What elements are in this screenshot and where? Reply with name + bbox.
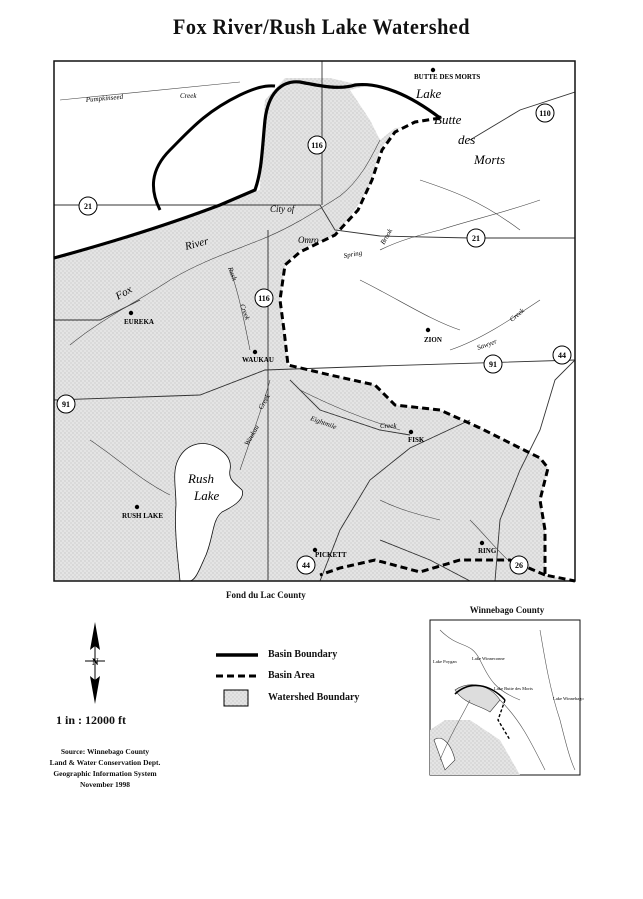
label-creek-1: Creek	[180, 92, 197, 100]
svg-text:44: 44	[302, 561, 310, 570]
source-line-4: November 1998	[79, 780, 131, 789]
source-line-3: Geographic Information System	[53, 769, 157, 778]
source-line-1: Source: Winnebago County	[60, 747, 150, 756]
label-lake: Lake	[416, 86, 442, 101]
label-fox: Fox	[113, 283, 135, 303]
place-fisk: FISK	[408, 436, 425, 444]
label-creek-4: Creek	[256, 392, 272, 411]
label-butte: Butte	[434, 112, 462, 127]
label-sawyer: Sawyer	[475, 337, 499, 352]
north-label: N	[92, 657, 99, 667]
svg-text:116: 116	[311, 141, 323, 150]
label-creek-3: Creek	[380, 422, 397, 430]
svg-text:110: 110	[539, 109, 551, 118]
source-block	[40, 746, 170, 790]
svg-text:116: 116	[258, 294, 270, 303]
place-zion: ZION	[424, 336, 442, 344]
label-river: River	[183, 235, 210, 253]
legend-watershed-swatch	[224, 690, 248, 706]
inset-title: Winnebago County	[469, 605, 545, 615]
label-waukau-creek: Waukau	[242, 423, 261, 447]
svg-text:26: 26	[515, 561, 523, 570]
label-morts: Morts	[474, 152, 506, 167]
label-creek-2: Creek	[508, 306, 526, 324]
place-rush-lake: RUSH LAKE	[122, 512, 164, 520]
legend-watershed-boundary-label: Watershed Boundary	[268, 692, 360, 703]
label-spring: Spring	[342, 248, 363, 260]
inset-map	[430, 620, 584, 775]
svg-text:44: 44	[558, 351, 566, 360]
place-eureka: EUREKA	[124, 318, 154, 326]
label-rush-creek: Rush	[226, 265, 239, 282]
inset-label-winnebago: Lake Winnebago	[553, 696, 584, 701]
legend-basin-area-label: Basin Area	[268, 670, 315, 681]
svg-text:91: 91	[62, 400, 70, 409]
place-city-of: City of	[270, 204, 295, 214]
inset-label-butte: Lake Butte des Morts	[494, 686, 533, 691]
place-butte-des-morts: BUTTE DES MORTS	[414, 73, 481, 81]
svg-text:91: 91	[489, 360, 497, 369]
inset-label-winneconne: Lake Winneconne	[472, 656, 505, 661]
north-arrow-icon	[85, 622, 105, 704]
label-des: des	[458, 132, 476, 147]
label-pumpkinseed: Pumpkinseed	[85, 92, 124, 104]
place-ring: RING	[478, 547, 497, 555]
label-brook: Brook	[378, 227, 395, 246]
map-title: Fox River/Rush Lake Watershed	[173, 14, 470, 39]
label-creek-5: Creek	[238, 302, 252, 322]
svg-text:21: 21	[472, 234, 480, 243]
label-rush: Rush	[188, 471, 214, 486]
svg-text:21: 21	[84, 202, 92, 211]
place-waukau: WAUKAU	[242, 356, 274, 364]
place-omro: Omro	[298, 235, 319, 245]
inset-label-poygan: Lake Poygan	[433, 659, 457, 664]
place-pickett: PICKETT	[315, 551, 347, 559]
source-line-2: Land & Water Conservation Dept.	[49, 758, 161, 767]
legend-basin-boundary-label: Basin Boundary	[268, 649, 338, 660]
label-eightmile: Eightmile	[309, 414, 338, 432]
label-rush-lake: Lake	[194, 488, 220, 503]
county-label: Fond du Lac County	[226, 590, 306, 600]
scale-label: 1 in : 12000 ft	[56, 713, 126, 727]
